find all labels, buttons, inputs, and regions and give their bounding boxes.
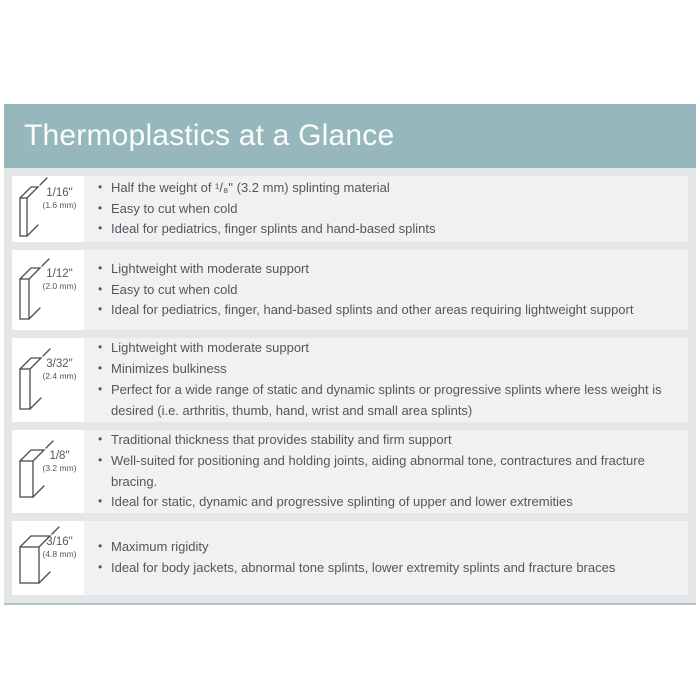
bullet-marker-icon: •	[98, 302, 103, 317]
bullet-item	[98, 338, 672, 359]
table-row	[12, 430, 688, 513]
thickness-metric: (3.2 mm)	[42, 462, 77, 473]
bullet-marker-icon: •	[98, 200, 103, 215]
document-sheet	[4, 104, 696, 605]
bullet-list	[84, 176, 688, 242]
thickness-metric: (2.0 mm)	[42, 281, 77, 292]
bullet-text: Ideal for static, dynamic and progressive splinting of upper and lower extremities	[111, 494, 573, 510]
bullet-item	[98, 259, 672, 280]
bullet-text: Maximum rigidity	[111, 539, 209, 555]
thickness-label: 1/8"	[49, 449, 70, 462]
bullet-list	[84, 250, 688, 330]
bullet-text: Traditional thickness that provides stability and firm support	[111, 432, 452, 447]
thickness-icon-box	[12, 338, 84, 422]
thickness-table	[12, 176, 688, 595]
thickness-label: 1/12"	[46, 268, 73, 280]
thickness-icon-box	[12, 430, 84, 513]
bullet-text: Minimizes bulkiness	[111, 361, 227, 377]
header-band	[4, 104, 696, 168]
thickness-icon-box	[12, 250, 84, 330]
bullet-marker-icon: •	[98, 432, 103, 446]
bullet-item	[98, 451, 672, 493]
bullet-item	[98, 537, 672, 558]
bullet-text: Lightweight with moderate support	[111, 340, 310, 356]
bullet-marker-icon: •	[98, 179, 103, 194]
bullet-text: Easy to cut when cold	[111, 200, 238, 216]
bullet-list	[84, 338, 688, 422]
bullet-item	[98, 199, 672, 220]
table-row	[12, 338, 688, 422]
bullet-item	[98, 300, 672, 321]
bullet-item	[98, 492, 672, 513]
bullet-marker-icon: •	[98, 260, 103, 275]
bullet-list	[84, 521, 688, 595]
bullet-item	[98, 380, 672, 422]
table-row	[12, 176, 688, 242]
thickness-metric: (1.6 mm)	[42, 200, 77, 211]
bullet-marker-icon: •	[98, 539, 103, 554]
thickness-metric: (2.4 mm)	[42, 371, 77, 382]
bullet-text: Ideal for pediatrics, finger splints and hand-based splints	[111, 221, 436, 237]
bullet-text: Half the weight of ¹/₈" (3.2 mm) splinting material	[111, 179, 390, 195]
bullet-marker-icon: •	[98, 382, 103, 396]
thickness-label: 3/32"	[46, 358, 73, 370]
bullet-text: Perfect for a wide range of static and dynamic splints or progressive splints where less weight is desired (i.e. arthritis, thumb, hand, wrist and small area splints)	[111, 382, 662, 418]
bullet-marker-icon: •	[98, 494, 103, 509]
table-row	[12, 521, 688, 595]
thickness-label: 3/16"	[46, 536, 73, 549]
bullet-item	[98, 430, 672, 451]
bullet-marker-icon: •	[98, 221, 103, 236]
thickness-label: 1/16"	[46, 187, 73, 199]
bullet-marker-icon: •	[98, 361, 103, 376]
bullet-marker-icon: •	[98, 560, 103, 575]
bullet-item	[98, 280, 672, 301]
bullet-marker-icon: •	[98, 340, 103, 355]
thickness-metric: (4.8 mm)	[42, 549, 77, 560]
bullet-item	[98, 359, 672, 380]
bullet-text: Lightweight with moderate support	[111, 260, 310, 276]
bullet-text: Ideal for pediatrics, finger, hand-based splints and other areas requiring lightweight support	[111, 302, 634, 318]
bullet-text: Well-suited for positioning and holding joints, aiding abnormal tone, contractures and fracture bracing.	[111, 452, 645, 489]
thickness-icon-box	[12, 521, 84, 595]
content-panel	[4, 168, 696, 603]
bullet-text: Ideal for body jackets, abnormal tone splints, lower extremity splints and fracture braces	[111, 560, 616, 576]
table-row	[12, 250, 688, 330]
bullet-list	[84, 430, 688, 513]
bullet-marker-icon: •	[98, 452, 103, 467]
thickness-icon-box	[12, 176, 84, 242]
bullet-text: Easy to cut when cold	[111, 281, 238, 297]
bullet-item	[98, 558, 672, 579]
bullet-item	[98, 219, 672, 240]
page-title: Thermoplastics at a Glance	[24, 119, 395, 152]
bullet-item	[98, 178, 672, 199]
bullet-marker-icon: •	[98, 281, 103, 296]
